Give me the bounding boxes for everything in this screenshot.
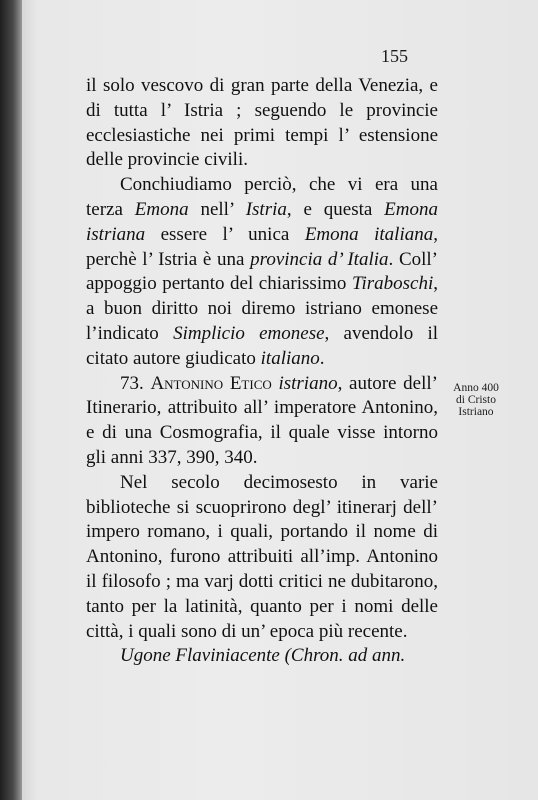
book-page bbox=[22, 0, 538, 800]
text-run: nell’ bbox=[188, 198, 246, 220]
italic-text: Ugone Flaviniacente (Chron. ad ann. bbox=[120, 645, 406, 667]
paragraph bbox=[86, 471, 438, 645]
paragraph bbox=[86, 372, 438, 471]
text-run: , autore dell’ Itinerario, attribuito all’ imperatore Antonino, e di una Cosmografia, il quale visse intorno gli anni 337, 390, 340. bbox=[86, 372, 438, 468]
text-run: , perchè l’ Istria è una bbox=[86, 223, 438, 270]
italic-text: provincia d’ Italia bbox=[250, 248, 389, 270]
text-run: . bbox=[319, 347, 325, 369]
text-run: , a buon diritto noi diremo istriano emonese l’indicato bbox=[86, 273, 438, 344]
body-text bbox=[86, 74, 438, 669]
text-run: essere l’ unica bbox=[145, 223, 305, 245]
italic-text: Emona bbox=[134, 198, 189, 220]
text-run: 73. bbox=[120, 372, 151, 394]
book-gutter bbox=[0, 0, 22, 800]
text-run: , e questa bbox=[286, 198, 385, 220]
paragraph bbox=[86, 74, 438, 173]
page-number: 155 bbox=[381, 46, 408, 66]
italic-text: Tiraboschi bbox=[351, 273, 434, 295]
italic-text: Emona istriana bbox=[86, 198, 438, 245]
paragraph bbox=[86, 173, 438, 371]
margin-note-line: di Cristo bbox=[456, 394, 496, 406]
margin-note bbox=[446, 382, 506, 418]
margin-note-line: Istriano bbox=[458, 406, 494, 418]
paragraph bbox=[86, 644, 438, 669]
italic-text: Simplicio emonese bbox=[173, 322, 325, 344]
text-run: . Coll’ appoggio pertanto del chiarissimo bbox=[86, 248, 439, 295]
italic-text: istriano bbox=[278, 372, 338, 394]
italic-text: italiano bbox=[260, 347, 320, 369]
text-run: Conchiudiamo perciò, che vi era una terza bbox=[86, 174, 438, 220]
small-caps-text: Antonino Etico bbox=[150, 372, 272, 394]
italic-text: Istria bbox=[245, 198, 287, 220]
margin-note-line: Anno 400 bbox=[453, 382, 499, 394]
text-run: , avendolo il citato autore giudicato bbox=[86, 322, 439, 369]
text-run: il solo vescovo di gran parte della Venezia, e di tutta l’ Istria ; seguendo le provincie ecclesiastiche nei primi tempi l’ estensione delle provincie civili. bbox=[86, 75, 438, 171]
italic-text: Emona italiana bbox=[304, 223, 434, 245]
text-run: Nel secolo decimosesto in varie biblioteche si scuoprirono degl’ itinerarj dell’ impero romano, i quali, portando il nome di Antonino, furono attribuiti all’imp. Antonino il filosofo ; ma varj dotti critici ne dubitarono, tanto per la latinità, quanto per i nomi delle città, i quali sono di un’ epoca più recente. bbox=[86, 471, 438, 642]
